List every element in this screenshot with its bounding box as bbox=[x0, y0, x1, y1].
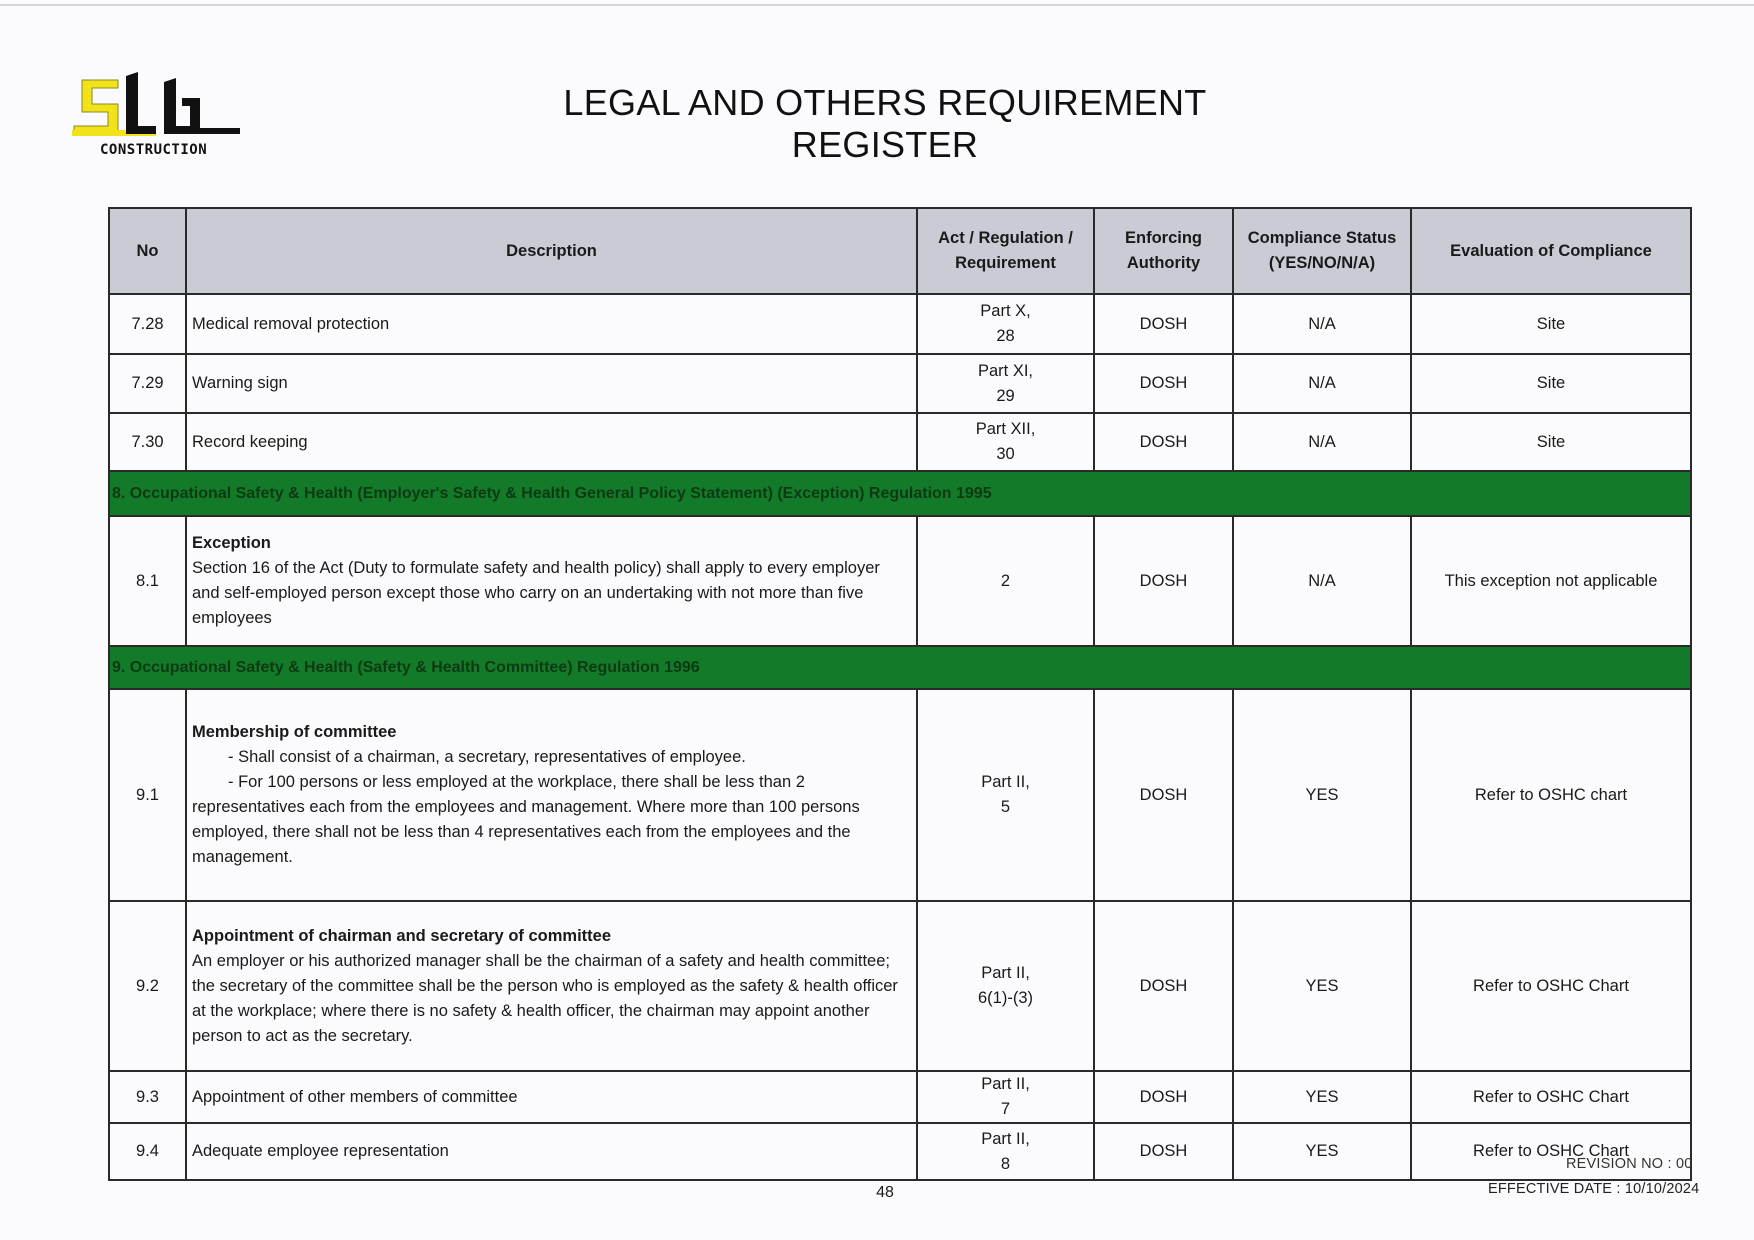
column-header-description: Description bbox=[186, 208, 917, 294]
row-act bbox=[917, 413, 1094, 471]
row-act-part: Part X, bbox=[980, 302, 1031, 320]
row-evaluation: Site bbox=[1411, 294, 1691, 354]
row-description: Record keeping bbox=[186, 413, 917, 471]
section-8-title: 8. Occupational Safety & Health (Employer's Safety & Health General Policy Statement) (Exception) Regulation 1995 bbox=[109, 471, 1691, 516]
row-act-section: 7 bbox=[1000, 1100, 1011, 1118]
column-header-authority bbox=[1094, 208, 1233, 294]
row-act: 2 bbox=[917, 516, 1094, 646]
section-header-row bbox=[109, 471, 1691, 516]
row-status: YES bbox=[1233, 1071, 1411, 1123]
row-status: YES bbox=[1233, 1123, 1411, 1180]
row-status: YES bbox=[1233, 689, 1411, 901]
row-description-heading: Membership of committee bbox=[192, 723, 397, 741]
section-9-title: 9. Occupational Safety & Health (Safety & Health Committee) Regulation 1996 bbox=[109, 646, 1691, 689]
row-no: 7.30 bbox=[109, 413, 186, 471]
row-description: Appointment of other members of committee bbox=[186, 1071, 917, 1123]
row-description-body: Section 16 of the Act (Duty to formulate safety and health policy) shall apply to every employer and self-employed person except those who carry on an undertaking with not more than five employees bbox=[192, 559, 880, 627]
row-authority: DOSH bbox=[1094, 354, 1233, 413]
row-act-section: 5 bbox=[1000, 798, 1011, 816]
row-act-section: 29 bbox=[996, 386, 1015, 405]
row-evaluation: Refer to OSHC Chart bbox=[1411, 1123, 1691, 1180]
column-header-act-line2: Requirement bbox=[955, 254, 1056, 272]
table-row bbox=[109, 1123, 1691, 1180]
row-no: 8.1 bbox=[109, 516, 186, 646]
row-description: Medical removal protection bbox=[186, 294, 917, 354]
row-evaluation: Refer to OSHC Chart bbox=[1411, 1071, 1691, 1123]
row-evaluation: Refer to OSHC chart bbox=[1411, 689, 1691, 901]
section-header-row bbox=[109, 646, 1691, 689]
row-act-part: Part II, bbox=[981, 964, 1030, 982]
row-authority: DOSH bbox=[1094, 689, 1233, 901]
row-status: N/A bbox=[1233, 354, 1411, 413]
row-description bbox=[186, 901, 917, 1071]
row-no: 9.4 bbox=[109, 1123, 186, 1180]
row-status: N/A bbox=[1233, 516, 1411, 646]
table-row bbox=[109, 413, 1691, 471]
row-act-part: Part XII, bbox=[975, 420, 1036, 438]
row-act-section: 30 bbox=[996, 445, 1015, 463]
row-no: 7.29 bbox=[109, 354, 186, 413]
row-act-section: 28 bbox=[996, 327, 1015, 345]
row-act-part: Part II, bbox=[981, 773, 1030, 791]
row-act bbox=[917, 294, 1094, 354]
page-number: 48 bbox=[876, 1184, 894, 1201]
row-description-bullet: - Shall consist of a chairman, a secretary, representatives of employee. bbox=[228, 748, 746, 766]
row-act bbox=[917, 901, 1094, 1071]
row-act-section: 6(1)-(3) bbox=[977, 989, 1033, 1007]
row-authority: DOSH bbox=[1094, 516, 1233, 646]
row-evaluation: Refer to OSHC Chart bbox=[1411, 901, 1691, 1071]
row-no: 9.1 bbox=[109, 689, 186, 901]
row-act-part: Part II, bbox=[981, 1129, 1030, 1148]
column-header-act-line1: Act / Regulation / bbox=[938, 229, 1073, 247]
row-description-heading: Exception bbox=[192, 534, 271, 552]
column-header-act bbox=[917, 208, 1094, 294]
row-no: 7.28 bbox=[109, 294, 186, 354]
table-row bbox=[109, 354, 1691, 413]
row-authority: DOSH bbox=[1094, 1071, 1233, 1123]
column-header-no: No bbox=[109, 208, 186, 294]
table-row bbox=[109, 294, 1691, 354]
row-no: 9.2 bbox=[109, 901, 186, 1071]
table-header-row bbox=[109, 208, 1691, 294]
table-row bbox=[109, 516, 1691, 646]
row-no: 9.3 bbox=[109, 1071, 186, 1123]
row-status: YES bbox=[1233, 901, 1411, 1071]
row-description bbox=[186, 689, 917, 901]
row-description-body: representatives each from the employees and management. Where more than 100 persons employed, there shall not be less than 4 representatives each from the employees and the management. bbox=[192, 798, 860, 866]
column-header-authority-line1: Enforcing bbox=[1125, 229, 1202, 247]
column-header-status-line2: (YES/NO/N/A) bbox=[1268, 254, 1376, 272]
slg-logo-icon bbox=[72, 72, 244, 142]
row-description-heading: Appointment of chairman and secretary of committee bbox=[192, 926, 612, 945]
column-header-authority-line2: Authority bbox=[1126, 254, 1201, 272]
row-description: Adequate employee representation bbox=[186, 1123, 917, 1180]
row-evaluation: This exception not applicable bbox=[1411, 516, 1691, 646]
row-evaluation: Site bbox=[1411, 413, 1691, 471]
column-header-status-line1: Compliance Status bbox=[1247, 229, 1397, 247]
row-description: Warning sign bbox=[186, 354, 917, 413]
row-act-section: 8 bbox=[1000, 1154, 1011, 1173]
row-description bbox=[186, 516, 917, 646]
row-description-bullet: - For 100 persons or less employed at the workplace, there shall be less than 2 bbox=[228, 773, 805, 791]
row-authority: DOSH bbox=[1094, 1123, 1233, 1180]
effective-date: EFFECTIVE DATE : 10/10/2024 bbox=[1488, 1181, 1700, 1197]
row-status: N/A bbox=[1233, 294, 1411, 354]
column-header-status bbox=[1233, 208, 1411, 294]
row-status: N/A bbox=[1233, 413, 1411, 471]
row-act-part: Part II, bbox=[981, 1075, 1030, 1093]
row-act bbox=[917, 1123, 1094, 1180]
column-header-evaluation: Evaluation of Compliance bbox=[1411, 208, 1691, 294]
page-top-rule bbox=[0, 4, 1754, 6]
row-evaluation: Site bbox=[1411, 354, 1691, 413]
row-authority: DOSH bbox=[1094, 901, 1233, 1071]
row-act bbox=[917, 1071, 1094, 1123]
row-authority: DOSH bbox=[1094, 413, 1233, 471]
logo-subtitle: CONSTRUCTION bbox=[100, 142, 208, 158]
revision-number: REVISION NO : 00 bbox=[1566, 1156, 1693, 1172]
row-act bbox=[917, 689, 1094, 901]
row-act-part: Part XI, bbox=[977, 361, 1034, 380]
page-title: LEGAL AND OTHERS REQUIREMENT REGISTER bbox=[563, 82, 1207, 165]
table-row bbox=[109, 1071, 1691, 1123]
row-act bbox=[917, 354, 1094, 413]
row-description-body: An employer or his authorized manager shall be the chairman of a safety and health committee; the secretary of the committee shall be the person who is employed as the safety & health officer at the workplace; where there is no safety & health officer, the chairman may appoint another person to act as the secretary. bbox=[192, 951, 898, 1045]
table-row bbox=[109, 689, 1691, 901]
row-authority: DOSH bbox=[1094, 294, 1233, 354]
requirement-register-table bbox=[108, 207, 1692, 1181]
table-row bbox=[109, 901, 1691, 1071]
company-logo bbox=[72, 72, 244, 164]
